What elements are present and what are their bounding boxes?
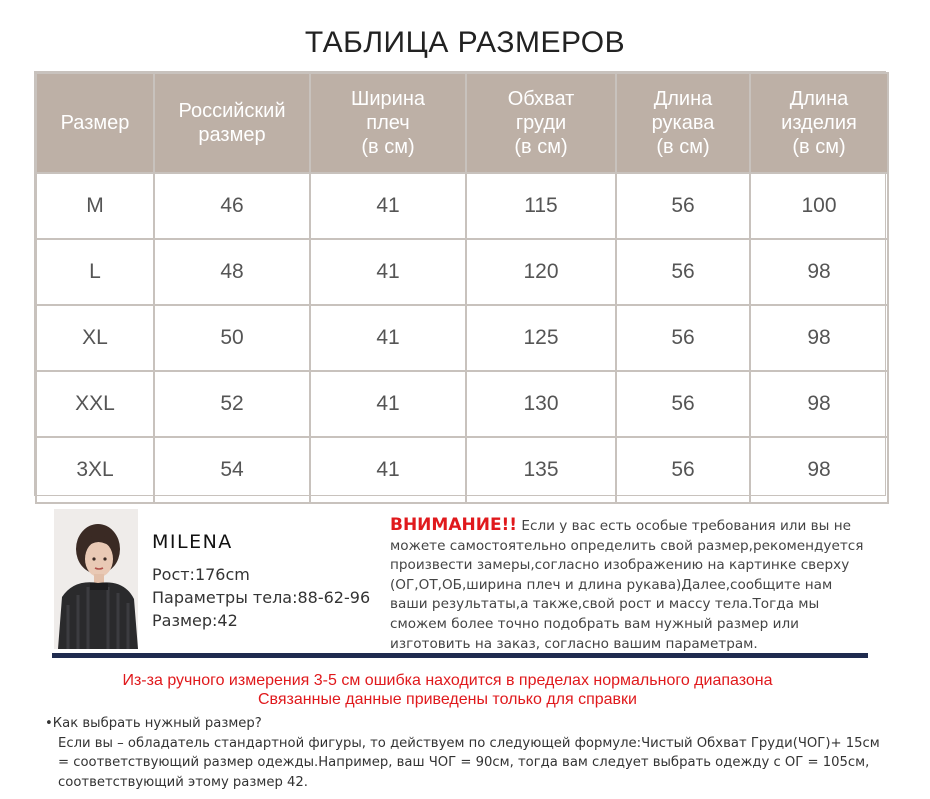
table-cell: 98	[750, 371, 888, 437]
table-header-row	[36, 73, 888, 173]
measurement-notes	[0, 671, 895, 709]
reference-only-note: Связанные данные приведены только для справки	[258, 691, 637, 708]
model-name: MILENA	[152, 531, 233, 553]
header-russian-size: Российский размер	[154, 73, 310, 173]
table-cell: 56	[616, 173, 750, 239]
table-cell: 52	[154, 371, 310, 437]
table-row	[36, 437, 888, 503]
model-photo	[54, 509, 138, 649]
attention-note	[390, 516, 872, 654]
table-cell: 120	[466, 239, 616, 305]
header-size: Размер	[36, 73, 154, 173]
table-cell: 48	[154, 239, 310, 305]
table-cell: XL	[36, 305, 154, 371]
table-cell: 54	[154, 437, 310, 503]
table-cell: 41	[310, 239, 466, 305]
table-cell: 100	[750, 173, 888, 239]
attention-label: ВНИМАНИЕ!!	[390, 515, 518, 535]
table-cell: 135	[466, 437, 616, 503]
table-cell: 115	[466, 173, 616, 239]
divider-bar	[52, 653, 868, 658]
table-cell: 41	[310, 437, 466, 503]
table-cell: 50	[154, 305, 310, 371]
model-params: Параметры тела:88-62-96	[152, 588, 371, 607]
table-cell: 98	[750, 305, 888, 371]
size-table-grid	[35, 72, 889, 504]
table-cell: L	[36, 239, 154, 305]
table-cell: 98	[750, 437, 888, 503]
model-size: Размер:42	[152, 611, 238, 630]
how-to-choose-section	[45, 714, 885, 792]
table-cell: 56	[616, 437, 750, 503]
model-height: Рост:176cm	[152, 565, 250, 584]
header-chest: Обхват груди (в см)	[466, 73, 616, 173]
table-cell: 130	[466, 371, 616, 437]
how-to-question: •Как выбрать нужный размер?	[45, 716, 262, 731]
how-to-answer: Если вы – обладатель стандартной фигуры, то действуем по следующей формуле:Чистый Обхват Груди(ЧОГ)+ 15см = соответствующий размер одежды.Например, ваш ЧОГ = 90см, тогда вам следует выбрать одежду с ОГ = 105см, соответствующий этому размер 42.	[58, 735, 880, 790]
table-row	[36, 305, 888, 371]
model-portrait-icon	[54, 509, 138, 649]
header-item-length: Длина изделия (в см)	[750, 73, 888, 173]
model-info-panel	[52, 509, 867, 651]
table-cell: 41	[310, 305, 466, 371]
table-row	[36, 239, 888, 305]
header-sleeve-length: Длина рукава (в см)	[616, 73, 750, 173]
table-cell: M	[36, 173, 154, 239]
table-cell: XXL	[36, 371, 154, 437]
table-cell: 41	[310, 371, 466, 437]
table-cell: 98	[750, 239, 888, 305]
table-cell: 125	[466, 305, 616, 371]
table-cell: 56	[616, 305, 750, 371]
size-table	[34, 71, 886, 496]
table-cell: 56	[616, 239, 750, 305]
table-cell: 56	[616, 371, 750, 437]
table-cell: 41	[310, 173, 466, 239]
page-title: ТАБЛИЦА РАЗМЕРОВ	[304, 26, 626, 59]
table-cell: 46	[154, 173, 310, 239]
table-row	[36, 173, 888, 239]
header-shoulder-width: Ширина плеч (в см)	[310, 73, 466, 173]
table-row	[36, 371, 888, 437]
attention-text: Если у вас есть особые требования или вы не можете самостоятельно определить свой размер,рекомендуется произвести замеры,согласно изображению на картинке сверху (ОГ,ОТ,ОБ,ширина плеч и длина рукава)Далее,сообщите нам ваши результаты,а также,свой рост и массу тела.Тогда мы сможем более точно подобрать вам нужный размер или изготовить на заказ, согласно вашим параметрам.	[390, 518, 864, 652]
table-cell: 3XL	[36, 437, 154, 503]
measurement-error-note: Из-за ручного измерения 3-5 см ошибка находится в пределах нормального диапазона	[122, 672, 773, 689]
